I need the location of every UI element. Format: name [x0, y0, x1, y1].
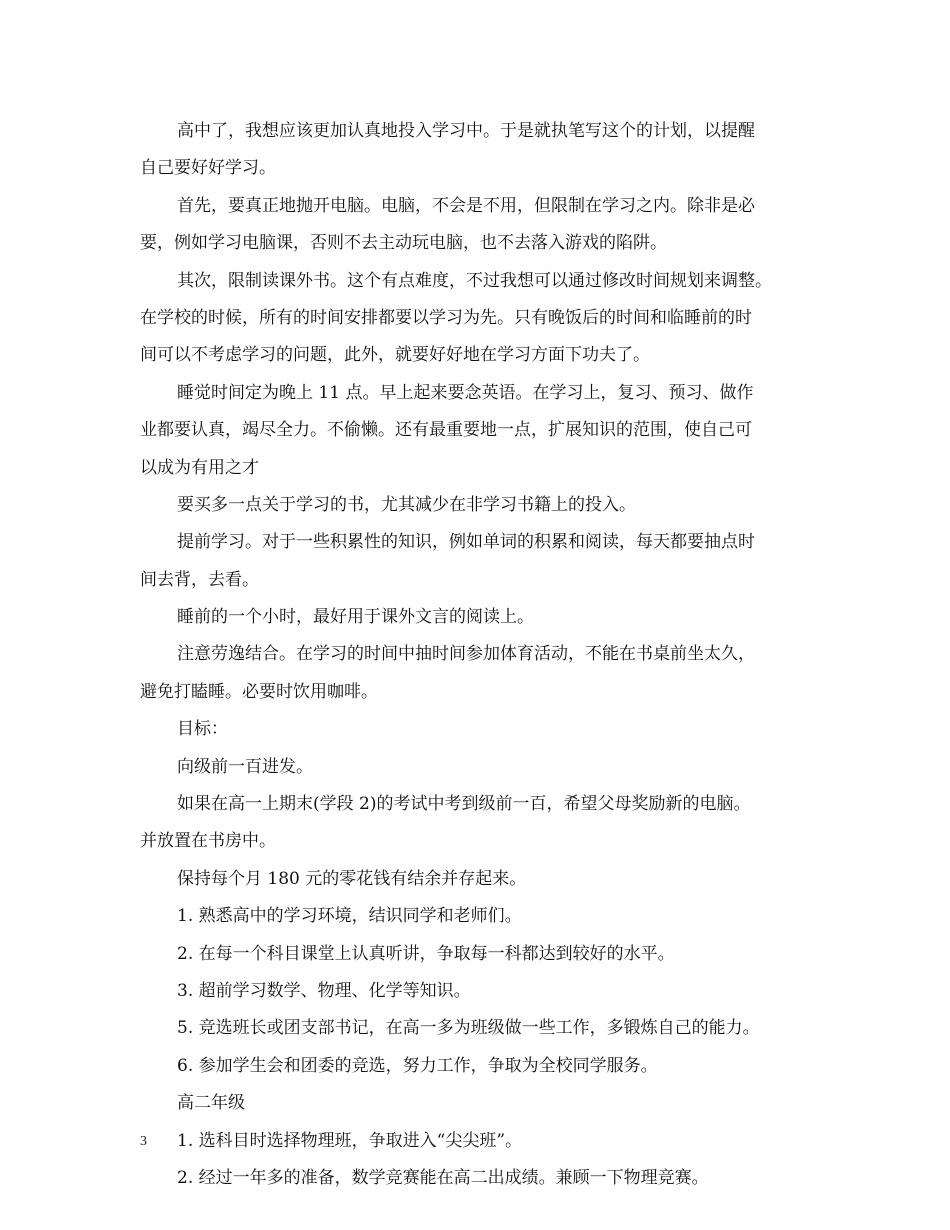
section-heading-grade-two: 高二年级 — [177, 1093, 245, 1114]
paragraph-line: 要，例如学习电脑课，否则不去主动玩电脑，也不去落入游戏的陷阱。 — [140, 233, 667, 254]
paragraph-line: 保持每个月 180 元的零花钱有结余并存起来。 — [177, 868, 527, 889]
paragraph-line: 以成为有用之才 — [140, 457, 259, 478]
paragraph-line: 提前学习。对于一些积累性的知识，例如单词的积累和阅读，每天都要抽点时 — [177, 532, 755, 553]
paragraph-line: 间去背，去看。 — [140, 569, 259, 590]
paragraph-line: 自己要好好学习。 — [140, 158, 276, 179]
paragraph-line: 间可以不考虑学习的问题，此外，就要好好地在学习方面下功夫了。 — [140, 345, 650, 366]
paragraph-line: 睡前的一个小时，最好用于课外文言的阅读上。 — [177, 607, 534, 628]
page-number: 3 — [140, 1134, 147, 1149]
list-item: 1. 选科目时选择物理班，争取进入“尖尖班”。 — [177, 1130, 523, 1151]
paragraph-line: 注意劳逸结合。在学习的时间中抽时间参加体育活动，不能在书桌前坐太久， — [177, 644, 755, 665]
paragraph-line: 要买多一点关于学习的书，尤其减少在非学习书籍上的投入。 — [177, 494, 636, 515]
paragraph-line: 并放置在书房中。 — [140, 831, 276, 852]
list-item: 2. 经过一年多的准备，数学竞赛能在高二出成绩。兼顾一下物理竞赛。 — [177, 1167, 709, 1188]
list-item: 6. 参加学生会和团委的竞选，努力工作，争取为全校同学服务。 — [177, 1055, 658, 1076]
paragraph-line: 睡觉时间定为晚上 11 点。早上起来要念英语。在学习上，复习、预习、做作 — [177, 382, 754, 403]
paragraph-line: 首先，要真正地抛开电脑。电脑，不会是不用，但限制在学习之内。除非是必 — [177, 195, 755, 216]
paragraph-line: 如果在高一上期末(学段 2)的考试中考到级前一百，希望父母奖励新的电脑。 — [177, 794, 751, 815]
paragraph-line: 业都要认真，竭尽全力。不偷懒。还有最重要地一点，扩展知识的范围，使自己可 — [140, 420, 752, 441]
section-heading-goals: 目标： — [177, 719, 228, 740]
paragraph-line: 在学校的时候，所有的时间安排都要以学习为先。只有晚饭后的时间和临睡前的时 — [140, 307, 752, 328]
list-item: 1. 熟悉高中的学习环境，结识同学和老师们。 — [177, 906, 522, 927]
paragraph-line: 其次，限制读课外书。这个有点难度，不过我想可以通过修改时间规划来调整。 — [177, 270, 772, 291]
list-item: 5. 竞选班长或团支部书记，在高一多为班级做一些工作，多锻炼自己的能力。 — [177, 1018, 760, 1039]
document-body — [140, 113, 820, 1197]
list-item: 2. 在每一个科目课堂上认真听讲，争取每一科都达到较好的水平。 — [177, 943, 675, 964]
paragraph-line: 避免打瞌睡。必要时饮用咖啡。 — [140, 681, 378, 702]
list-item: 3. 超前学习数学、物理、化学等知识。 — [177, 980, 471, 1001]
paragraph-line: 高中了，我想应该更加认真地投入学习中。于是就执笔写这个的计划，以提醒 — [177, 121, 755, 141]
paragraph-line: 向级前一百进发。 — [177, 756, 313, 777]
